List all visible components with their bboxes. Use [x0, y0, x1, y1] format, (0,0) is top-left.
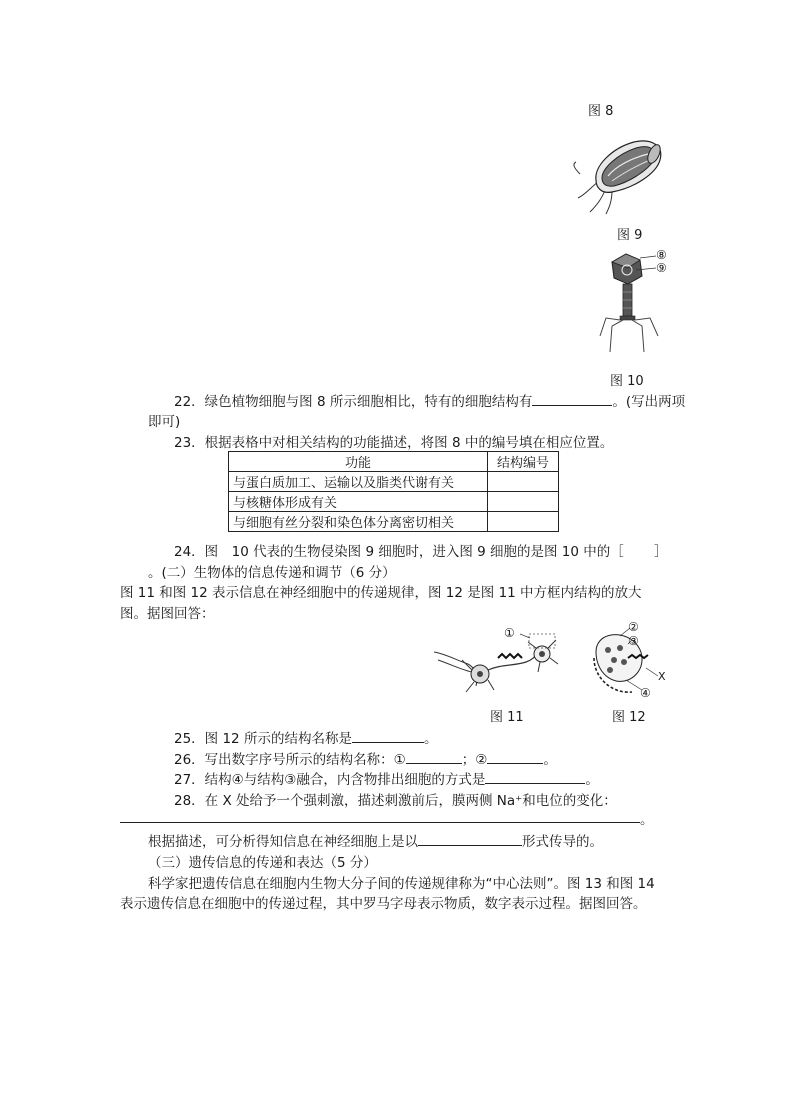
table-row — [229, 492, 559, 512]
table-row — [229, 472, 559, 492]
q28-end: 。 — [640, 812, 654, 828]
table-cell-answer[interactable] — [488, 472, 559, 492]
fig9-caption: 图 9 — [617, 228, 643, 243]
table-cell-function: 与核糖体形成有关 — [229, 492, 488, 512]
fig9-bacterium-image — [572, 136, 668, 216]
table-header-row — [229, 452, 559, 472]
q27-end: 。 — [585, 772, 599, 788]
table-cell-function: 与细胞有丝分裂和染色体分离密切相关 — [229, 512, 488, 532]
section2-intro-line2: 图。据图回答： — [120, 606, 215, 622]
fig8-caption: 图 8 — [588, 104, 614, 119]
q23-text: 23．根据表格中对相关结构的功能描述，将图 8 中的编号填在相应位置。 — [174, 435, 614, 451]
q28-line2-end: 形式传导的。 — [522, 834, 603, 850]
table-row — [229, 512, 559, 532]
q27-line — [174, 768, 599, 788]
q26-mid: ；② — [461, 752, 488, 768]
q25-text: 25．图 12 所示的结构名称是 — [174, 731, 352, 747]
fig12-label-2: ② — [628, 620, 639, 634]
table-cell-function: 与蛋白质加工、运输以及脂类代谢有关 — [229, 472, 488, 492]
q22-text: 22．绿色植物细胞与图 8 所示细胞相比，特有的细胞结构有 — [174, 394, 533, 410]
fig12-label-4: ④ — [640, 686, 651, 700]
q28-answer-blank-2[interactable] — [418, 831, 522, 846]
section3-intro-line2: 表示遗传信息在细胞中的传递过程，其中罗马字母表示物质，数字表示过程。据图回答。 — [120, 896, 647, 912]
q22-answer-blank[interactable] — [532, 391, 612, 406]
fig11-label-1: ① — [504, 626, 515, 640]
q28-line2 — [148, 830, 603, 850]
q27-answer-blank[interactable] — [485, 769, 585, 784]
q28-text: 28．在 X 处给予一个强刺激，描述刺激前后，膜两侧 Na⁺和电位的变化： — [174, 793, 617, 809]
q22-line1 — [174, 390, 685, 410]
section2-title: 。(二）生物体的信息传递和调节（6 分） — [148, 565, 396, 581]
q22-end: 。(写出两项 — [612, 394, 686, 410]
fig10-label-8: ⑧ — [656, 248, 667, 262]
table-header-function: 功能 — [229, 452, 488, 472]
section3-intro-line1: 科学家把遗传信息在细胞内生物大分子间的传递规律称为“中心法则”。图 13 和图 14 — [148, 876, 655, 892]
fig12-label-3: ③ — [628, 634, 639, 648]
section2-intro-line1: 图 11 和图 12 表示信息在神经细胞中的传递规律，图 12 是图 11 中方框内结构的放大 — [120, 585, 642, 601]
fig10-caption: 图 10 — [610, 374, 644, 389]
function-table — [228, 451, 559, 532]
q26-answer-blank-2[interactable] — [487, 749, 543, 764]
q26-line — [174, 748, 557, 768]
q28-answer-blank-1[interactable] — [120, 808, 640, 823]
table-cell-answer[interactable] — [488, 512, 559, 532]
section3-title: （三）遗传信息的传递和表达（5 分） — [148, 855, 377, 871]
fig12-label-x: X — [658, 670, 666, 683]
table-header-number: 结构编号 — [488, 452, 559, 472]
q26-answer-blank-1[interactable] — [406, 749, 462, 764]
q25-line — [174, 727, 437, 747]
fig11-neuron-image — [432, 624, 562, 700]
q28-line2-text: 根据描述，可分析得知信息在神经细胞上是以 — [148, 834, 418, 850]
q27-text: 27．结构④与结构③融合，内含物排出细胞的方式是 — [174, 772, 486, 788]
q22-line2: 即可) — [148, 414, 181, 430]
q26-end: 。 — [543, 752, 557, 768]
q25-end: 。 — [423, 731, 438, 747]
q24-text: 24．图 10 代表的生物侵染图 9 细胞时，进入图 9 细胞的是图 10 中的［ — [174, 544, 624, 560]
fig11-caption: 图 11 — [490, 710, 524, 725]
fig10-label-9: ⑨ — [656, 261, 667, 275]
q26-text: 26．写出数字序号所示的结构名称：① — [174, 752, 406, 768]
fig12-caption: 图 12 — [612, 710, 646, 725]
table-cell-answer[interactable] — [488, 492, 559, 512]
q24-close-bracket: ］ — [654, 544, 668, 560]
q25-answer-blank[interactable] — [352, 728, 424, 743]
